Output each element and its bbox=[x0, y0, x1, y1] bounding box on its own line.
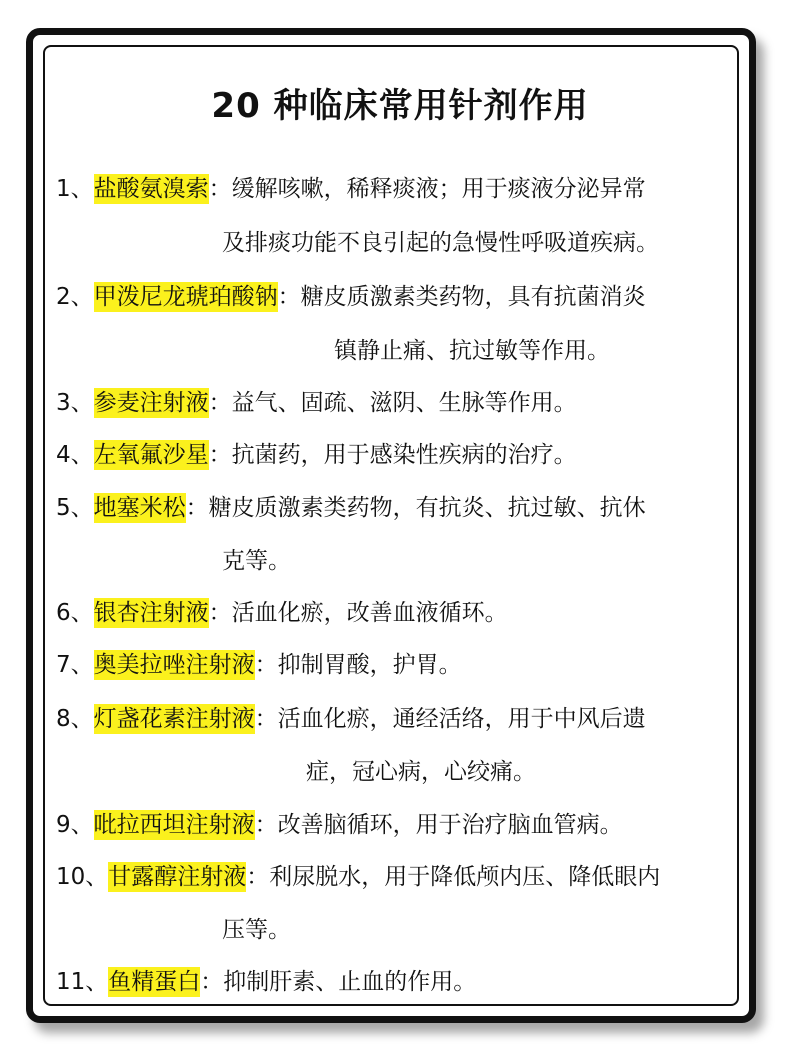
drug-name: 甲泼尼龙琥珀酸钠 bbox=[93, 284, 278, 310]
list-item bbox=[56, 270, 760, 324]
item-number: 2、 bbox=[56, 284, 94, 310]
item-number: 5、 bbox=[56, 495, 94, 521]
list-item bbox=[56, 638, 760, 692]
item-number: 10、 bbox=[56, 864, 109, 890]
drug-description: ：抑制胃酸，护胃。 bbox=[254, 652, 462, 678]
item-number: 6、 bbox=[56, 600, 94, 626]
drug-description: ：改善脑循环，用于治疗脑血管病。 bbox=[254, 812, 623, 838]
drug-description: ：缓解咳嗽，稀释痰液；用于痰液分泌异常 bbox=[208, 176, 646, 202]
drug-name: 甘露醇注射液 bbox=[108, 864, 247, 890]
item-number: 9、 bbox=[56, 812, 94, 838]
drug-name: 吡拉西坦注射液 bbox=[93, 812, 255, 838]
description-continuation: 症，冠心病，心绞痛。 bbox=[306, 759, 536, 785]
item-number: 11、 bbox=[56, 969, 109, 995]
list-item bbox=[56, 850, 760, 904]
drug-description: ：糖皮质激素类药物，具有抗菌消炎 bbox=[277, 284, 646, 310]
page-title: 20 种临床常用针剂作用 bbox=[211, 86, 589, 126]
drug-description: ：抑制肝素、止血的作用。 bbox=[200, 969, 477, 995]
item-number: 8、 bbox=[56, 706, 94, 732]
list-item bbox=[56, 162, 760, 216]
list-item bbox=[56, 481, 760, 535]
list-item bbox=[56, 798, 760, 852]
drug-description: ：利尿脱水，用于降低颅内压、降低眼内 bbox=[246, 864, 661, 890]
drug-description: ：活血化瘀，改善血液循环。 bbox=[208, 600, 508, 626]
description-continuation: 及排痰功能不良引起的急慢性呼吸道疾病。 bbox=[222, 230, 659, 256]
description-continuation: 克等。 bbox=[222, 548, 291, 574]
item-number: 4、 bbox=[56, 442, 94, 468]
drug-name: 奥美拉唑注射液 bbox=[93, 652, 255, 678]
drug-description: ：抗菌药，用于感染性疾病的治疗。 bbox=[208, 442, 577, 468]
drug-description: ：糖皮质激素类药物，有抗炎、抗过敏、抗休 bbox=[185, 495, 646, 521]
drug-name: 鱼精蛋白 bbox=[108, 969, 201, 995]
item-number: 3、 bbox=[56, 390, 94, 416]
list-item bbox=[56, 692, 760, 746]
drug-name: 左氧氟沙星 bbox=[93, 442, 209, 468]
list-item bbox=[56, 376, 760, 430]
drug-name: 银杏注射液 bbox=[93, 600, 209, 626]
item-number: 1、 bbox=[56, 176, 94, 202]
item-number: 7、 bbox=[56, 652, 94, 678]
drug-name: 参麦注射液 bbox=[93, 390, 209, 416]
description-continuation: 压等。 bbox=[222, 917, 291, 943]
list-item bbox=[56, 428, 760, 482]
description-continuation: 镇静止痛、抗过敏等作用。 bbox=[334, 338, 610, 364]
list-item bbox=[56, 586, 760, 640]
drug-description: ：活血化瘀，通经活络，用于中风后遗 bbox=[254, 706, 646, 732]
drug-name: 灯盏花素注射液 bbox=[93, 706, 255, 732]
drug-name: 地塞米松 bbox=[93, 495, 186, 521]
drug-description: ：益气、固疏、滋阴、生脉等作用。 bbox=[208, 390, 577, 416]
list-item bbox=[56, 955, 760, 1009]
drug-name: 盐酸氨溴索 bbox=[93, 176, 209, 202]
